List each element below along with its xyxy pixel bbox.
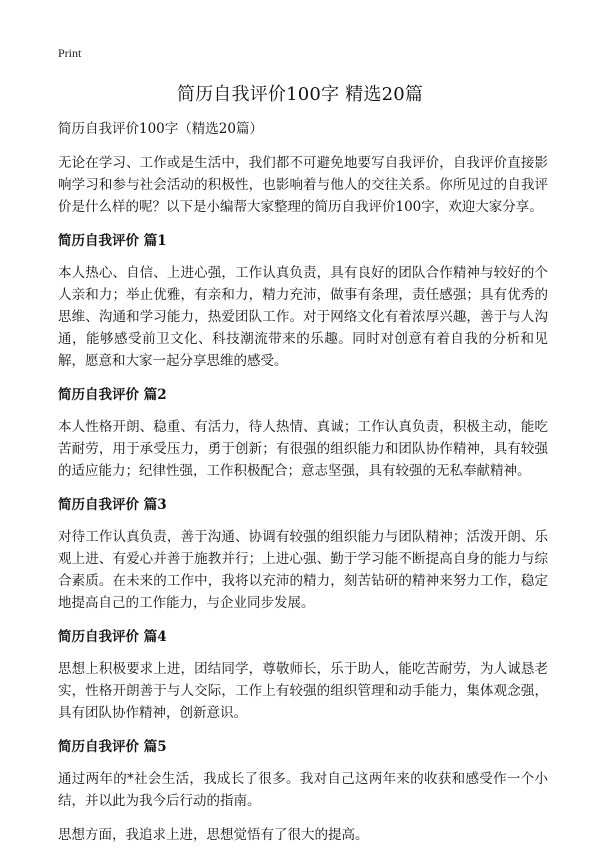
document-content [58, 118, 548, 858]
section-paragraph: 对待工作认真负责，善于沟通、协调有较强的组织能力与团队精神；活泼开朗、乐观上进、有爱心并善于施教并行；上进心强、勤于学习能不断提高自身的能力与综合素质。在未来的工作中，我将以充沛的精力，刻苦钻研的精神来努力工作，稳定地提高自己的工作能力，与企业同步发展。 [58, 529, 548, 611]
section-4 [58, 626, 548, 724]
section-heading: 简历自我评价 篇3 [58, 497, 167, 513]
section-5 [58, 736, 548, 846]
section-paragraph: 本人热心、自信、上进心强，工作认真负责，具有良好的团队合作精神与较好的个人亲和力；举止优雅，有亲和力，精力充沛，做事有条理，责任感强；具有优秀的思维、沟通和学习能力，热爱团队工作。对于网络文化有着浓厚兴趣，善于与人沟通，能够感受前卫文化、科技潮流带来的乐趣。同时对创意有着自我的分析和见解，愿意和大家一起分享思维的感受。 [58, 265, 548, 369]
section-paragraph: 思想方面，我追求上进，思想觉悟有了很大的提高。 [58, 827, 369, 843]
document-subtitle: 简历自我评价100字（精选20篇） [58, 121, 263, 137]
section-heading: 简历自我评价 篇4 [58, 629, 167, 645]
section-heading: 简历自我评价 篇2 [58, 387, 167, 403]
document-title: 简历自我评价100字 精选20篇 [176, 84, 424, 105]
section-2 [58, 384, 548, 482]
section-heading: 简历自我评价 篇1 [58, 233, 167, 249]
intro-paragraph: 无论在学习、工作或是生活中，我们都不可避免地要写自我评价，自我评价直接影响学习和参与社会活动的积极性，也影响着与他人的交往关系。你所见过的自我评价是什么样的呢？以下是小编帮大家整理的简历自我评价100字，欢迎大家分享。 [58, 155, 548, 215]
section-paragraph: 本人性格开朗、稳重、有活力，待人热情、真诚；工作认真负责，积极主动，能吃苦耐劳，用于承受压力，勇于创新；有很强的组织能力和团队协作精神，具有较强的适应能力；纪律性强，工作积极配合；意志坚强，具有较强的无私奉献精神。 [58, 419, 548, 479]
section-heading: 简历自我评价 篇5 [58, 739, 167, 755]
section-1 [58, 230, 548, 372]
section-paragraph: 思想上积极要求上进，团结同学，尊敬师长，乐于助人，能吃苦耐劳，为人诚恳老实，性格开朗善于与人交际，工作上有较强的组织管理和动手能力，集体观念强，具有团队协作精神，创新意识。 [58, 661, 548, 721]
section-paragraph: 通过两年的*社会生活，我成长了很多。我对自己这两年来的收获和感受作一个小结，并以此为我今后行动的指南。 [58, 771, 548, 809]
print-link[interactable]: Print [58, 46, 82, 60]
section-3 [58, 494, 548, 614]
